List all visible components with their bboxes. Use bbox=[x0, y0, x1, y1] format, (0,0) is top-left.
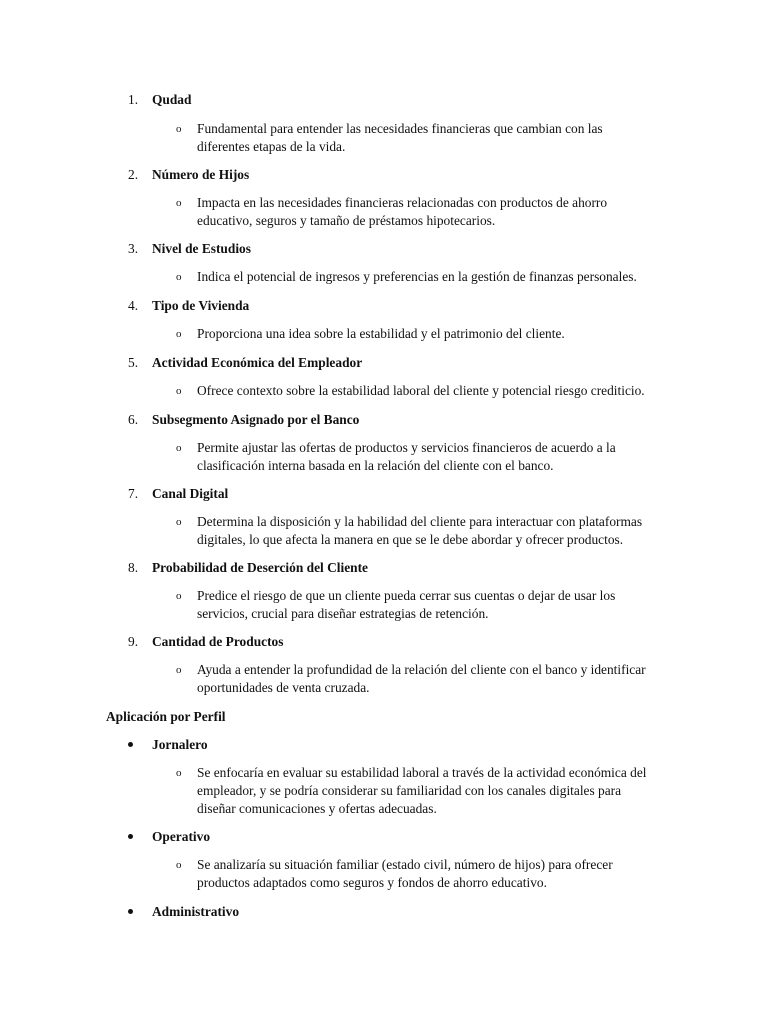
description-line: Predice el riesgo de que un cliente pueda cerrar sus cuentas o dejar de usar los bbox=[197, 588, 616, 603]
circle-bullet-icon: o bbox=[176, 590, 182, 602]
description-line: clasificación interna basada en la relación del cliente con el banco. bbox=[197, 458, 554, 473]
list-number: 3. bbox=[128, 241, 139, 256]
description-line: Determina la disposición y la habilidad del cliente para interactuar con plataformas bbox=[197, 514, 643, 529]
description-line: diferentes etapas de la vida. bbox=[197, 139, 346, 154]
circle-bullet-icon: o bbox=[176, 442, 182, 454]
description-line: Impacta en las necesidades financieras relacionadas con productos de ahorro bbox=[197, 195, 608, 210]
bullet-dot-icon bbox=[128, 834, 133, 839]
factor-title: Actividad Económica del Empleador bbox=[152, 355, 363, 370]
description-line: educativo, seguros y tamaño de préstamos hipotecarios. bbox=[197, 213, 496, 228]
circle-bullet-icon: o bbox=[176, 859, 182, 871]
factor-title: Subsegmento Asignado por el Banco bbox=[152, 412, 360, 427]
list-number: 7. bbox=[128, 486, 139, 501]
bullet-dot-icon bbox=[128, 742, 133, 747]
circle-bullet-icon: o bbox=[176, 123, 182, 135]
factor-title: Qudad bbox=[152, 92, 192, 107]
profile-title: Administrativo bbox=[152, 904, 240, 919]
list-number: 9. bbox=[128, 634, 139, 649]
profile-title: Operativo bbox=[152, 829, 211, 844]
description-line: empleador, y se podría considerar su familiaridad con los canales digitales para bbox=[197, 783, 622, 798]
list-number: 2. bbox=[128, 167, 139, 182]
factor-title: Cantidad de Productos bbox=[152, 634, 284, 649]
factor-title: Número de Hijos bbox=[152, 167, 250, 182]
bullet-dot-icon bbox=[128, 909, 133, 914]
factor-title: Nivel de Estudios bbox=[152, 241, 251, 256]
factor-title: Tipo de Vivienda bbox=[152, 298, 250, 313]
description-line: oportunidades de venta cruzada. bbox=[197, 680, 370, 695]
description-line: servicios, crucial para diseñar estrategias de retención. bbox=[197, 606, 489, 621]
description-line: Se analizaría su situación familiar (estado civil, número de hijos) para ofrecer bbox=[197, 857, 613, 872]
description-line: Ofrece contexto sobre la estabilidad laboral del cliente y potencial riesgo crediticio. bbox=[197, 383, 645, 398]
description-line: Fundamental para entender las necesidades financieras que cambian con las bbox=[197, 121, 603, 136]
circle-bullet-icon: o bbox=[176, 271, 182, 283]
list-number: 4. bbox=[128, 298, 139, 313]
list-number: 1. bbox=[128, 92, 139, 107]
description-line: diseñar comunicaciones y ofertas adecuadas. bbox=[197, 801, 437, 816]
section-heading: Aplicación por Perfil bbox=[106, 709, 226, 724]
circle-bullet-icon: o bbox=[176, 328, 182, 340]
description-line: productos adaptados como seguros y fondos de ahorro educativo. bbox=[197, 875, 547, 890]
factor-title: Canal Digital bbox=[152, 486, 229, 501]
circle-bullet-icon: o bbox=[176, 197, 182, 209]
list-number: 8. bbox=[128, 560, 139, 575]
circle-bullet-icon: o bbox=[176, 516, 182, 528]
list-number: 5. bbox=[128, 355, 139, 370]
description-line: Se enfocaría en evaluar su estabilidad laboral a través de la actividad económica del bbox=[197, 765, 647, 780]
description-line: Indica el potencial de ingresos y preferencias en la gestión de finanzas personales. bbox=[197, 269, 637, 284]
profile-title: Jornalero bbox=[152, 737, 208, 752]
factor-title: Probabilidad de Deserción del Cliente bbox=[152, 560, 368, 575]
circle-bullet-icon: o bbox=[176, 664, 182, 676]
description-line: Ayuda a entender la profundidad de la relación del cliente con el banco y identificar bbox=[197, 662, 646, 677]
description-line: Proporciona una idea sobre la estabilidad y el patrimonio del cliente. bbox=[197, 326, 565, 341]
circle-bullet-icon: o bbox=[176, 767, 182, 779]
description-line: digitales, lo que afecta la manera en que se le debe abordar y ofrecer productos. bbox=[197, 532, 624, 547]
list-number: 6. bbox=[128, 412, 139, 427]
description-line: Permite ajustar las ofertas de productos y servicios financieros de acuerdo a la bbox=[197, 440, 616, 455]
circle-bullet-icon: o bbox=[176, 385, 182, 397]
